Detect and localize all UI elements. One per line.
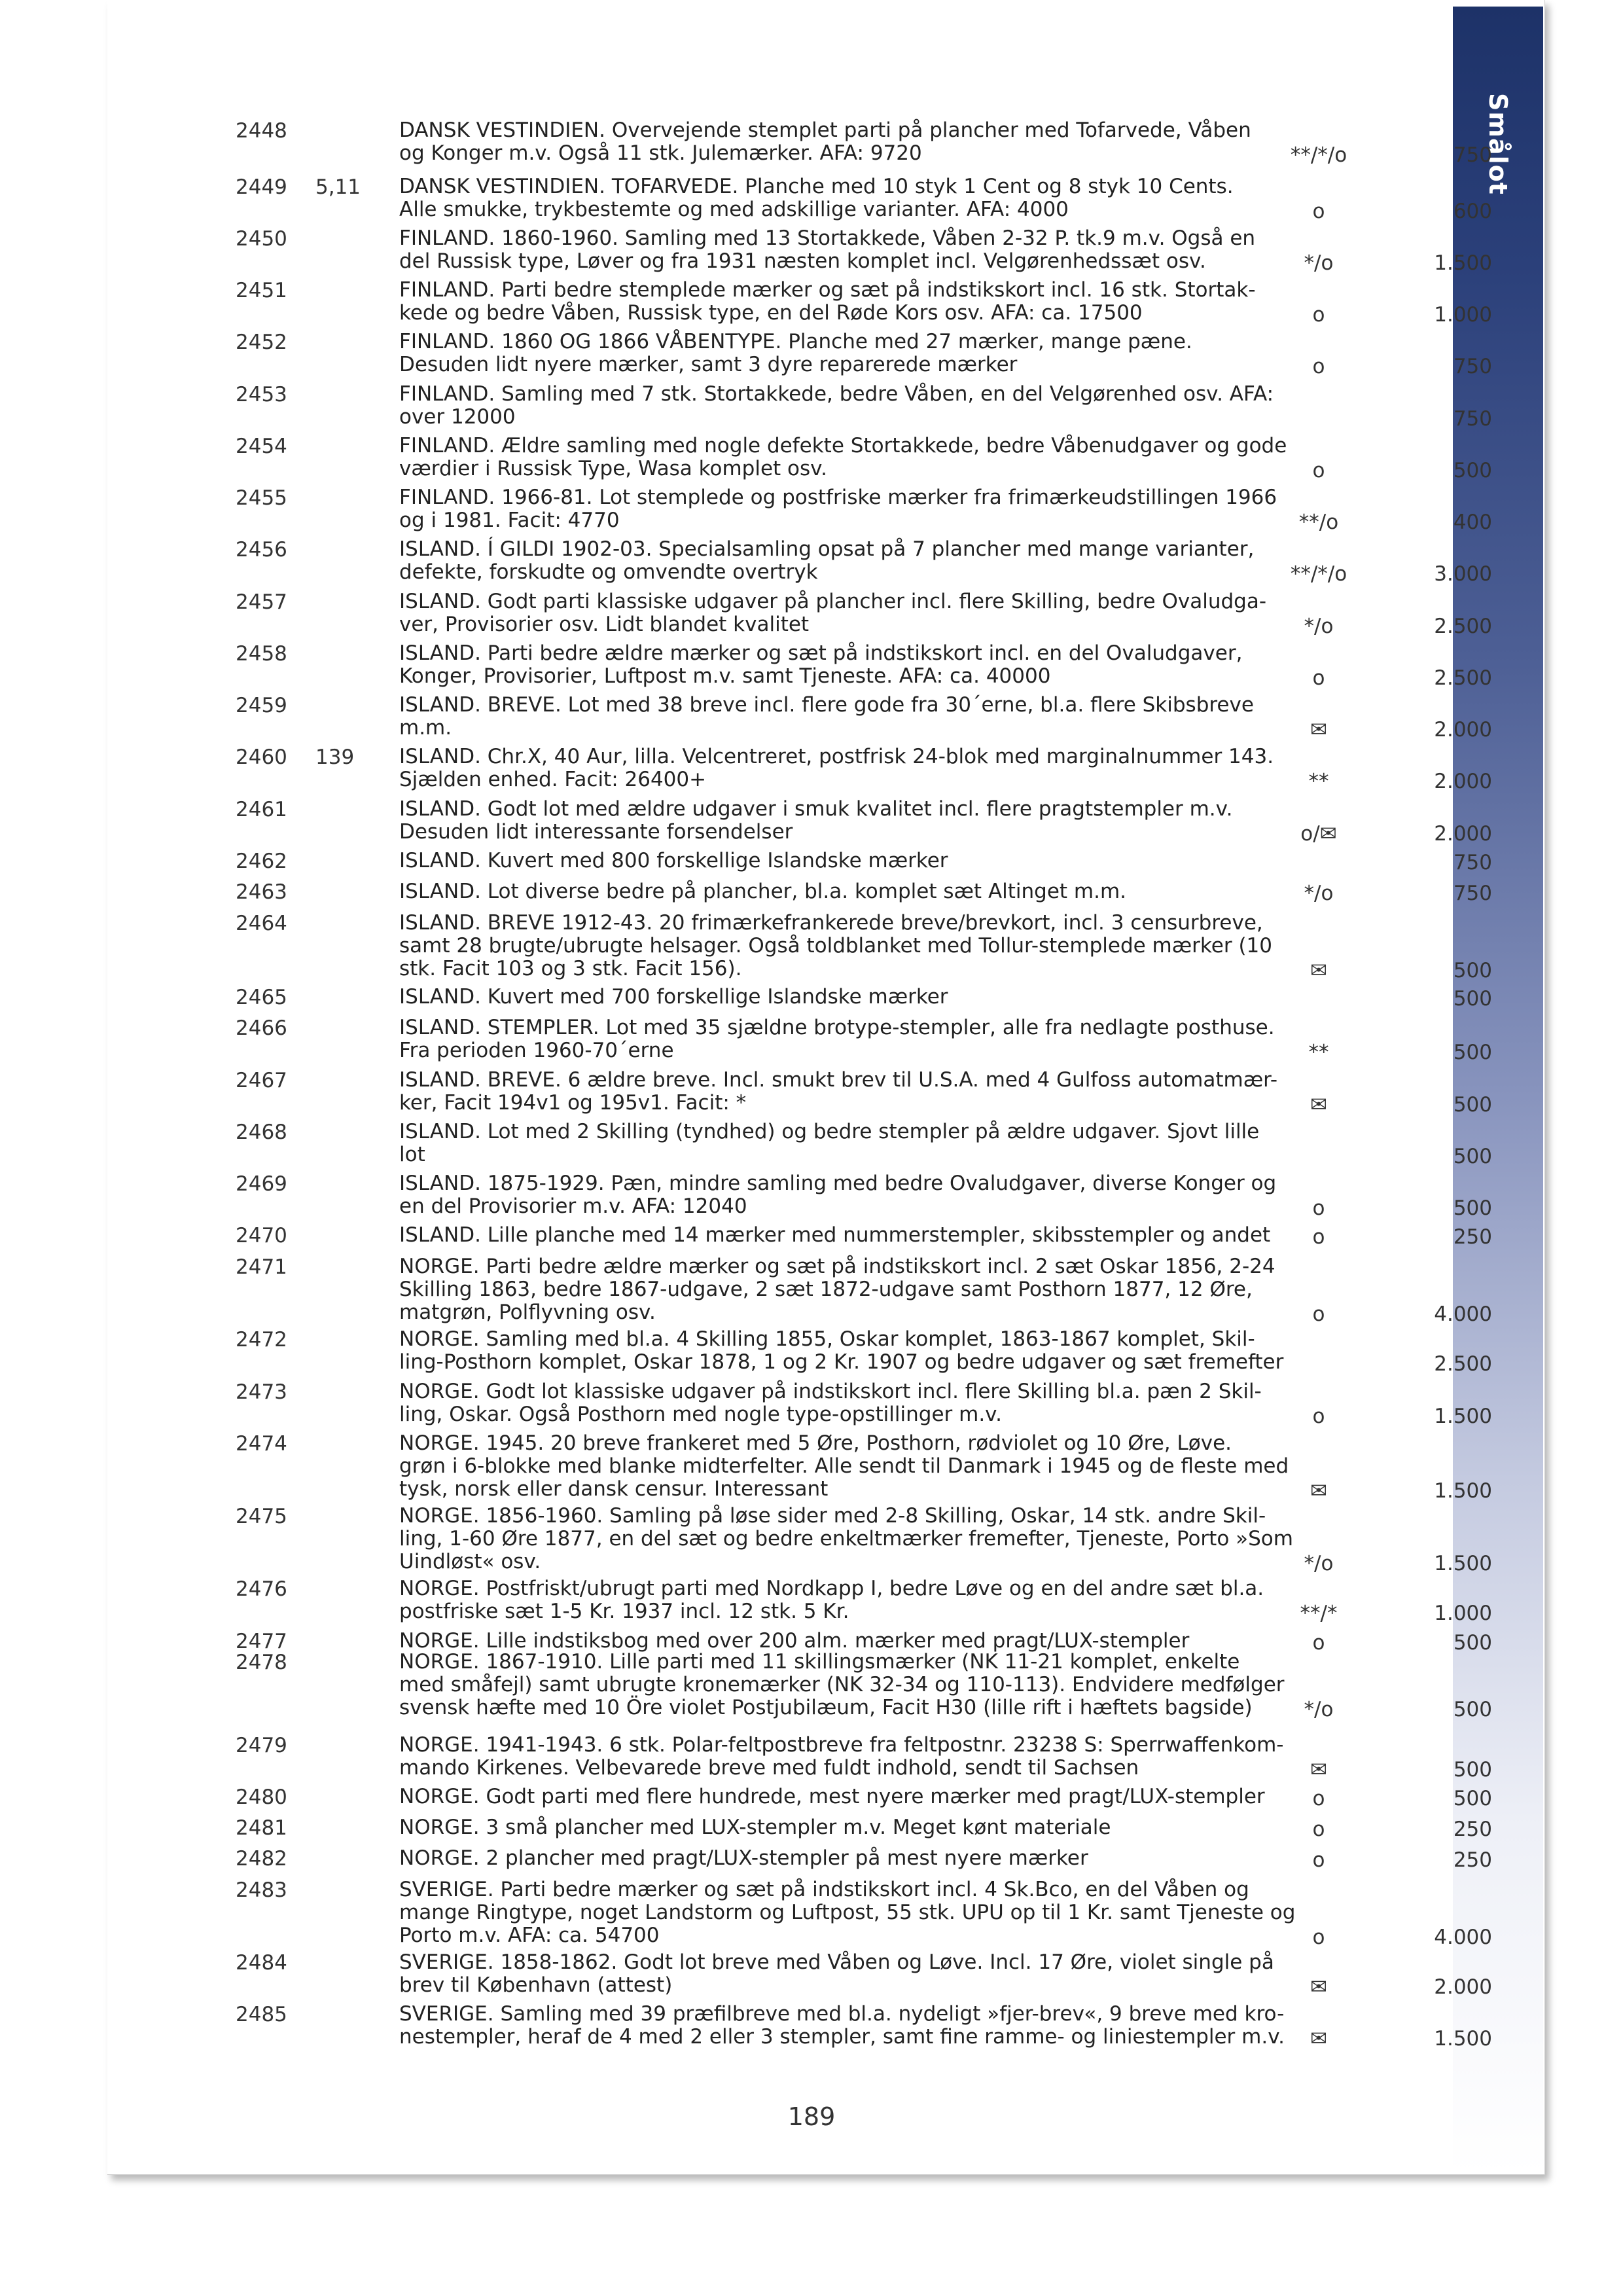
lot-number: 2464 (236, 912, 287, 935)
lot-price: 500 (1453, 459, 1492, 482)
description-line: mange Ringtype, noget Landstorm og Luftpost, 55 stk. UPU op til 1 Kr. samt Tjeneste og (399, 1901, 1296, 1924)
lot-number: 2471 (236, 1255, 287, 1279)
description-line: SVERIGE. 1858-1862. Godt lot breve med Våben og Løve. Incl. 17 Øre, violet single på (399, 1950, 1274, 1974)
description-line: NORGE. 1941-1943. 6 stk. Polar-feltpostbreve fra feltpostnr. 23238 S: Sperrwaffenkom- (399, 1733, 1284, 1757)
description-line: ISLAND. Kuvert med 800 forskellige Islandske mærker (399, 849, 948, 872)
condition-code: ✉ (1310, 2027, 1327, 2051)
lot-price: 500 (1453, 1196, 1492, 1220)
lot-price: 1.500 (1434, 1479, 1492, 1503)
catalog-number: 5,11 (315, 175, 361, 199)
description-line: NORGE. Godt parti med flere hundrede, mest nyere mærker med pragt/LUX-stempler (399, 1785, 1265, 1808)
condition-code: o (1312, 1848, 1325, 1872)
page-number: 189 (787, 2102, 836, 2131)
lot-price: 2.000 (1434, 1975, 1492, 1999)
lot-price: 3.000 (1434, 562, 1492, 586)
condition-code: ✉ (1310, 1758, 1327, 1782)
description-line: postfriske sæt 1-5 Kr. 1937 incl. 12 stk. 5 Kr. (399, 1600, 849, 1623)
lot-number: 2482 (236, 1847, 287, 1871)
condition-code: o (1312, 303, 1325, 327)
lot-number: 2468 (236, 1121, 287, 1144)
lot-number: 2470 (236, 1224, 287, 1247)
condition-code: o/✉ (1300, 822, 1337, 846)
description-line: en del Provisorier m.v. AFA: 12040 (399, 1194, 747, 1218)
lot-price: 2.000 (1434, 770, 1492, 793)
description-line: Fra perioden 1960-70´erne (399, 1039, 674, 1062)
description-line: tysk, norsk eller dansk censur. Interessant (399, 1477, 829, 1501)
description-line: NORGE. Godt lot klassiske udgaver på indstikskort incl. flere Skilling bl.a. pæn 2 Skil- (399, 1380, 1262, 1403)
description-line: NORGE. 1856-1960. Samling på løse sider med 2-8 Skilling, Oskar, 14 stk. andre Skil- (399, 1504, 1266, 1528)
description-line: med småfejl) samt ubrugte kronemærker (NK 32-34 og 110-113). Endvidere medfølger (399, 1673, 1285, 1696)
lot-number: 2451 (236, 279, 287, 302)
condition-code: */o (1304, 1698, 1334, 1721)
lot-price: 1.000 (1434, 303, 1492, 327)
condition-code: o (1312, 1225, 1325, 1249)
lot-price: 750 (1453, 851, 1492, 874)
description-line: FINLAND. Parti bedre stemplede mærker og sæt på indstikskort incl. 16 stk. Stortak- (399, 278, 1256, 302)
lot-price: 250 (1453, 1225, 1492, 1249)
lot-description (399, 986, 1472, 1009)
lot-price: 2.500 (1434, 1352, 1492, 1376)
lot-number: 2456 (236, 538, 287, 562)
lot-number: 2484 (236, 1951, 287, 1975)
description-line: Konger, Provisorier, Luftpost m.v. samt Tjeneste. AFA: ca. 40000 (399, 664, 1051, 688)
condition-code: o (1312, 459, 1325, 482)
lot-number: 2466 (236, 1016, 287, 1040)
lot-price: 500 (1453, 959, 1492, 982)
lot-price: 2.500 (1434, 666, 1492, 690)
lot-price: 250 (1453, 1818, 1492, 1841)
description-line: m.m. (399, 716, 452, 740)
description-line: ISLAND. 1875-1929. Pæn, mindre samling med bedre Ovaludgaver, diverse Konger og (399, 1172, 1277, 1195)
lot-description (399, 1328, 1472, 1374)
lot-number: 2467 (236, 1069, 287, 1092)
lot-price: 1.500 (1434, 1552, 1492, 1575)
lot-number: 2462 (236, 850, 287, 873)
description-line: NORGE. 1867-1910. Lille parti med 11 skillingsmærker (NK 11-21 komplet, enkelte (399, 1650, 1240, 1674)
lot-number: 2465 (236, 986, 287, 1009)
lot-number: 2476 (236, 1577, 287, 1601)
description-line: Alle smukke, trykbestemte og med adskillige varianter. AFA: 4000 (399, 198, 1069, 221)
section-tab-label: Smålot (1484, 93, 1512, 195)
condition-code: **/*/o (1290, 562, 1347, 586)
lot-description (399, 1121, 1472, 1166)
lot-number: 2469 (236, 1172, 287, 1196)
condition-code: ✉ (1310, 1479, 1327, 1503)
lot-price: 500 (1453, 1758, 1492, 1782)
lot-price: 1.000 (1434, 1602, 1492, 1625)
description-line: ISLAND. BREVE. 6 ældre breve. Incl. smukt brev til U.S.A. med 4 Gulfoss automatmær- (399, 1068, 1278, 1092)
lot-number: 2485 (236, 2003, 287, 2026)
condition-code: o (1312, 1787, 1325, 1810)
lot-number: 2452 (236, 331, 287, 354)
lot-price: 500 (1453, 1698, 1492, 1721)
catalog-number: 139 (315, 745, 355, 769)
lot-number: 2479 (236, 1734, 287, 1757)
description-line: ISLAND. Lille planche med 14 mærker med nummerstempler, skibsstempler og andet (399, 1223, 1271, 1247)
lot-price: 500 (1453, 1787, 1492, 1810)
description-line: defekte, forskudte og omvendte overtryk (399, 560, 818, 584)
lot-price: 400 (1453, 511, 1492, 534)
lot-price: 2.000 (1434, 822, 1492, 846)
description-line: NORGE. 3 små plancher med LUX-stempler m.v. Meget kønt materiale (399, 1816, 1111, 1839)
condition-code: */o (1304, 1552, 1334, 1575)
description-line: og Konger m.v. Også 11 stk. Julemærker. AFA: 9720 (399, 141, 922, 165)
description-line: og i 1981. Facit: 4770 (399, 509, 620, 532)
condition-code: ** (1308, 1041, 1329, 1064)
condition-code: ✉ (1310, 1975, 1327, 1999)
condition-code: */o (1304, 615, 1334, 638)
condition-code: o (1312, 355, 1325, 378)
description-line: FINLAND. 1860-1960. Samling med 13 Stortakkede, Våben 2-32 P. tk.9 m.v. Også en (399, 226, 1256, 250)
condition-code: o (1312, 1926, 1325, 1949)
lot-number: 2458 (236, 642, 287, 666)
condition-code: ✉ (1310, 718, 1327, 742)
lot-number: 2459 (236, 694, 287, 717)
lot-price: 2.000 (1434, 718, 1492, 742)
description-line: svensk hæfte med 10 Öre violet Postjubilæum, Facit H30 (lille rift i hæftets bagside) (399, 1696, 1253, 1719)
description-line: NORGE. Postfriskt/ubrugt parti med Nordkapp I, bedre Løve og en del andre sæt bl.a. (399, 1577, 1264, 1600)
description-line: ISLAND. Kuvert med 700 forskellige Islandske mærker (399, 985, 948, 1009)
description-line: ISLAND. Godt parti klassiske udgaver på plancher incl. flere Skilling, bedre Ovaludga- (399, 590, 1267, 613)
description-line: mando Kirkenes. Velbevarede breve med fuldt indhold, sendt til Sachsen (399, 1756, 1139, 1780)
description-line: brev til København (attest) (399, 1973, 673, 1997)
condition-code: **/*/o (1290, 143, 1347, 167)
lot-price: 4.000 (1434, 1926, 1492, 1949)
lot-number: 2448 (236, 119, 287, 143)
condition-code: o (1312, 1631, 1325, 1655)
lot-number: 2475 (236, 1505, 287, 1528)
description-line: DANSK VESTINDIEN. TOFARVEDE. Planche med 10 styk 1 Cent og 8 styk 10 Cents. (399, 175, 1234, 198)
lot-number: 2457 (236, 590, 287, 614)
condition-code: */o (1304, 882, 1334, 905)
lot-price: 750 (1453, 407, 1492, 431)
description-line: NORGE. 2 plancher med pragt/LUX-stempler på mest nyere mærker (399, 1846, 1088, 1870)
lot-number: 2477 (236, 1630, 287, 1653)
description-line: SVERIGE. Parti bedre mærker og sæt på indstikskort incl. 4 Sk.Bco, en del Våben og (399, 1878, 1249, 1901)
lot-number: 2453 (236, 383, 287, 406)
condition-code: **/o (1298, 511, 1339, 534)
description-line: ISLAND. Godt lot med ældre udgaver i smuk kvalitet incl. flere pragtstempler m.v. (399, 797, 1233, 821)
description-line: ling-Posthorn komplet, Oskar 1878, 1 og 2 Kr. 1907 og bedre udgaver og sæt fremefter (399, 1350, 1284, 1374)
lot-price: 500 (1453, 1041, 1492, 1064)
description-line: lot (399, 1143, 425, 1166)
description-line: Sjælden enhed. Facit: 26400+ (399, 768, 707, 791)
description-line: ling, Oskar. Også Posthorn med nogle type-opstillinger m.v. (399, 1403, 1002, 1426)
description-line: SVERIGE. Samling med 39 præfilbreve med bl.a. nydeligt »fjer-brev«, 9 breve med kro- (399, 2002, 1285, 2026)
lot-price: 4.000 (1434, 1302, 1492, 1326)
lot-price: 750 (1453, 143, 1492, 167)
condition-code: o (1312, 1405, 1325, 1428)
lot-price: 1.500 (1434, 251, 1492, 275)
lot-price: 750 (1453, 882, 1492, 905)
condition-code: */o (1304, 251, 1334, 275)
description-line: kede og bedre Våben, Russisk type, en del Røde Kors osv. AFA: ca. 17500 (399, 301, 1143, 325)
lot-price: 750 (1453, 355, 1492, 378)
condition-code: ** (1308, 770, 1329, 793)
lot-price: 500 (1453, 1145, 1492, 1168)
lot-price: 500 (1453, 1093, 1492, 1117)
condition-code: ✉ (1310, 959, 1327, 982)
description-line: Uindløst« osv. (399, 1550, 541, 1573)
lot-number: 2473 (236, 1380, 287, 1404)
lot-price: 1.500 (1434, 1405, 1492, 1428)
description-line: NORGE. Lille indstiksbog med over 200 alm. mærker med pragt/LUX-stempler (399, 1629, 1190, 1653)
lot-price: 1.500 (1434, 2027, 1492, 2051)
lot-description (399, 383, 1472, 429)
lot-price: 500 (1453, 1631, 1492, 1655)
lot-number: 2450 (236, 227, 287, 251)
description-line: Porto m.v. AFA: ca. 54700 (399, 1924, 660, 1947)
lot-number: 2483 (236, 1878, 287, 1902)
description-line: over 12000 (399, 405, 516, 429)
lot-price: 500 (1453, 987, 1492, 1011)
description-line: ISLAND. BREVE. Lot med 38 breve incl. flere gode fra 30´erne, bl.a. flere Skibsbreve (399, 693, 1254, 717)
description-line: ISLAND. Chr.X, 40 Aur, lilla. Velcentreret, postfrisk 24-blok med marginalnummer 143. (399, 745, 1274, 768)
description-line: del Russisk type, Løver og fra 1931 næsten komplet incl. Velgørenhedssæt osv. (399, 249, 1206, 273)
description-line: ISLAND. Lot med 2 Skilling (tyndhed) og bedre stempler på ældre udgaver. Sjovt lille (399, 1120, 1260, 1143)
condition-code: **/* (1300, 1602, 1338, 1625)
description-line: FINLAND. Samling med 7 stk. Stortakkede, bedre Våben, en del Velgørenhed osv. AFA: (399, 382, 1274, 406)
lot-number: 2449 (236, 175, 287, 199)
description-line: DANSK VESTINDIEN. Overvejende stemplet parti på plancher med Tofarvede, Våben (399, 118, 1251, 142)
lot-number: 2481 (236, 1816, 287, 1840)
description-line: ver, Provisorier osv. Lidt blandet kvalitet (399, 613, 810, 636)
description-line: ISLAND. STEMPLER. Lot med 35 sjældne brotype-stempler, alle fra nedlagte posthuse. (399, 1016, 1275, 1039)
description-line: Desuden lidt nyere mærker, samt 3 dyre reparerede mærker (399, 353, 1018, 376)
lot-number: 2463 (236, 880, 287, 904)
lot-number: 2472 (236, 1328, 287, 1352)
lot-number: 2455 (236, 486, 287, 510)
description-line: ISLAND. BREVE 1912-43. 20 frimærkefrankerede breve/brevkort, incl. 3 censurbreve, (399, 911, 1263, 935)
lot-number: 2454 (236, 435, 287, 458)
description-line: NORGE. Parti bedre ældre mærker og sæt på indstikskort incl. 2 sæt Oskar 1856, 2-24 (399, 1255, 1275, 1278)
condition-code: o (1312, 1818, 1325, 1841)
description-line: matgrøn, Polflyvning osv. (399, 1300, 656, 1324)
condition-code: o (1312, 1302, 1325, 1326)
condition-code: o (1312, 1196, 1325, 1220)
description-line: FINLAND. Ældre samling med nogle defekte Stortakkede, bedre Våbenudgaver og gode (399, 434, 1287, 457)
description-line: samt 28 brugte/ubrugte helsager. Også toldblanket med Tollur-stemplede mærker (10 (399, 934, 1272, 958)
condition-code: ✉ (1310, 1093, 1327, 1117)
description-line: værdier i Russisk Type, Wasa komplet osv. (399, 457, 827, 480)
description-line: ISLAND. Parti bedre ældre mærker og sæt på indstikskort incl. en del Ovaludgaver, (399, 641, 1243, 665)
description-line: ker, Facit 194v1 og 195v1. Facit: * (399, 1091, 747, 1115)
description-line: FINLAND. 1966-81. Lot stemplede og postfriske mærker fra frimærkeudstillingen 1966 (399, 486, 1277, 509)
lot-price: 2.500 (1434, 615, 1492, 638)
description-line: grøn i 6-blokke med blanke midterfelter. Alle sendt til Danmark i 1945 og de fleste med (399, 1454, 1289, 1478)
lot-price: 250 (1453, 1848, 1492, 1872)
description-line: ISLAND. Lot diverse bedre på plancher, bl.a. komplet sæt Altinget m.m. (399, 880, 1127, 903)
condition-code: o (1312, 200, 1325, 223)
lot-number: 2474 (236, 1432, 287, 1456)
description-line: nestempler, heraf de 4 med 2 eller 3 stempler, samt fine ramme- og liniestempler m.v. (399, 2025, 1285, 2049)
lot-number: 2478 (236, 1651, 287, 1674)
lot-number: 2461 (236, 798, 287, 821)
description-line: ISLAND. Í GILDI 1902-03. Specialsamling opsat på 7 plancher med mange varianter, (399, 537, 1255, 561)
lot-number: 2480 (236, 1785, 287, 1809)
condition-code: o (1312, 666, 1325, 690)
description-line: NORGE. 1945. 20 breve frankeret med 5 Øre, Posthorn, rødviolet og 10 Øre, Løve. (399, 1431, 1232, 1455)
description-line: Desuden lidt interessante forsendelser (399, 820, 793, 844)
description-line: NORGE. Samling med bl.a. 4 Skilling 1855, Oskar komplet, 1863-1867 komplet, Skil- (399, 1327, 1255, 1351)
description-line: FINLAND. 1860 OG 1866 VÅBENTYPE. Planche med 27 mærker, mange pæne. (399, 330, 1192, 353)
lot-number: 2460 (236, 745, 287, 769)
description-line: ling, 1-60 Øre 1877, en del sæt og bedre enkeltmærker fremefter, Tjeneste, Porto »Som (399, 1527, 1293, 1551)
lot-price: 600 (1453, 200, 1492, 223)
description-line: stk. Facit 103 og 3 stk. Facit 156). (399, 957, 742, 980)
description-line: Skilling 1863, bedre 1867-udgave, 2 sæt 1872-udgave samt Posthorn 1877, 12 Øre, (399, 1278, 1253, 1301)
lot-description (399, 850, 1472, 872)
